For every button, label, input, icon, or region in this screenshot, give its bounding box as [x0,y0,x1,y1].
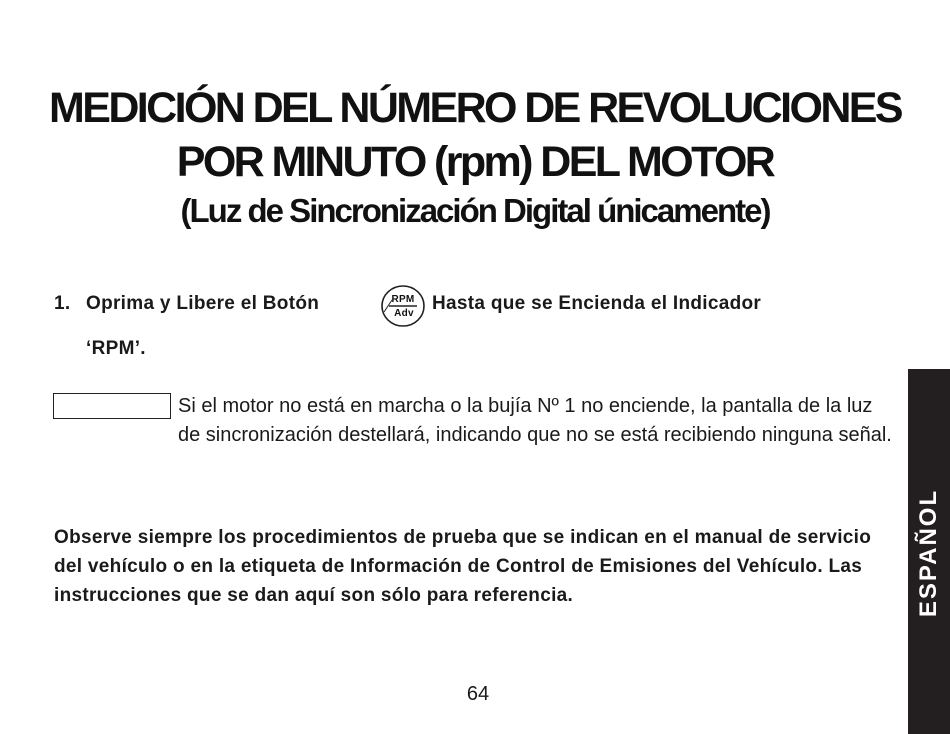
language-side-tab-label: ESPAÑOL [915,488,942,618]
note-text: Si el motor no está en marcha o la bujía Nº 1 no enciende, la pantalla de la luz de sincronización destellará, indicando que no se está recibiendo ninguna señal. [178,395,892,446]
page-title-line-1: MEDICIÓN DEL NÚMERO DE REVOLUCIONES [49,84,901,132]
note-label-box [53,393,171,419]
language-side-tab [908,369,950,734]
page-subtitle: (Luz de Sincronización Digital únicamente) [180,192,770,229]
rpm-button-bottom-label: Adv [394,308,414,319]
rpm-adv-button-icon [379,284,427,328]
step-text-after-button: Hasta que se Encienda el Indicador [432,293,762,314]
rpm-button-top-label: RPM [391,294,415,305]
warning-text: Observe siempre los procedimientos de prueba que se indican en el manual de servicio del vehículo o en la etiqueta de Información de Control de Emisiones del Vehículo. Las instrucciones que se dan aquí son sólo para referencia. [54,527,872,606]
step-number: 1. [54,293,71,314]
page-number: 64 [466,683,490,705]
step-text-continuation: ‘RPM’. [86,338,146,359]
step-text-before-button: Oprima y Libere el Botón [86,293,320,314]
page-title-line-2: POR MINUTO (rpm) DEL MOTOR [176,138,774,186]
